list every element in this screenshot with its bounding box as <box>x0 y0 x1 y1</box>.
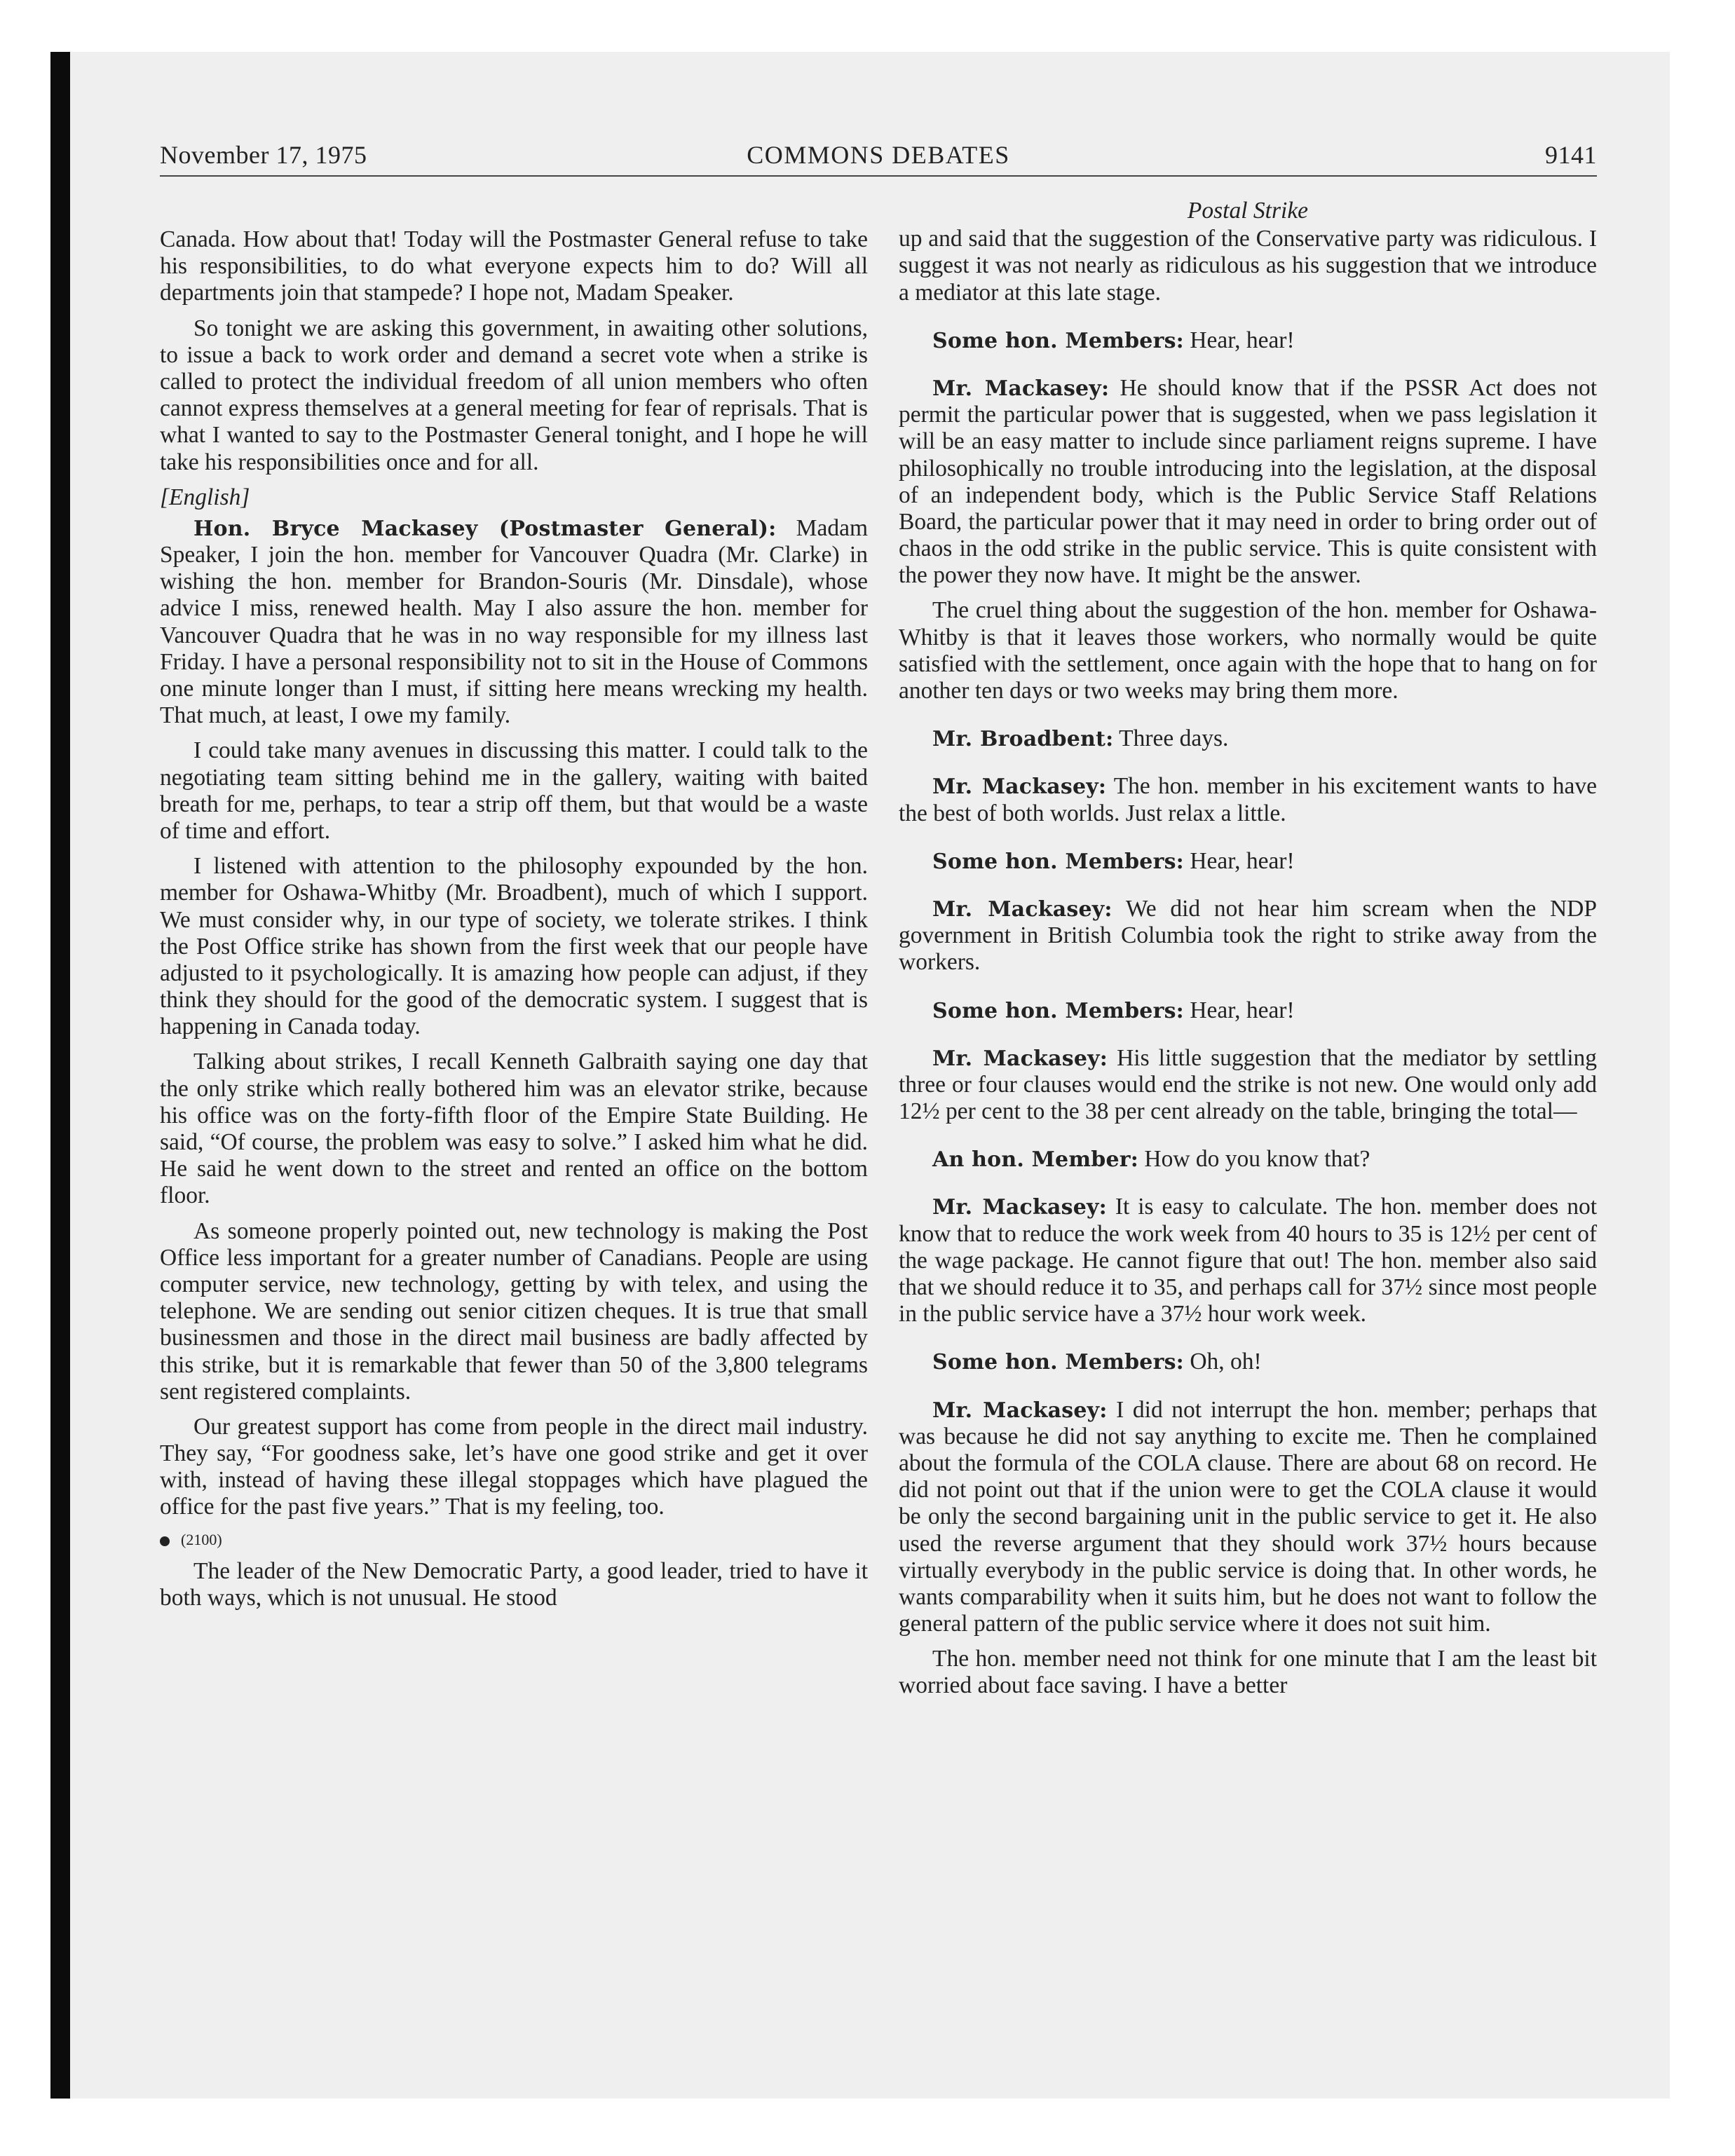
speech-text: It is easy to calculate. The hon. member does not know that to reduce the work week from 40 hours to 35 is 12½ per cent of the wage package. He cannot figure that out! The hon. member also said that we should reduce it to 35, and perhaps call for 37½ since most people in the public service have a 37½ hour work week. <box>899 1194 1597 1328</box>
paragraph: The leader of the New Democratic Party, a good leader, tried to have it both ways, which is not unusual. He stood <box>160 1557 868 1611</box>
speech <box>899 725 1597 752</box>
paragraph: The cruel thing about the suggestion of the hon. member for Oshawa-Whitby is that it leaves those workers, who normally would be quite satisfied with the settlement, once again with the hope that to hang on for another ten days or two weeks may bring them more. <box>899 597 1597 704</box>
speech-text: His little suggestion that the mediator by settling three or four clauses would end the strike is not new. One would only add 12½ per cent to the 38 per cent already on the table, bringing the total— <box>899 1044 1597 1125</box>
speech-text: Three days. <box>1119 725 1229 752</box>
speaker-name: An hon. Member: <box>932 1147 1139 1173</box>
paragraph: up and said that the suggestion of the Conservative party was ridiculous. I suggest it was not nearly as ridiculous as his suggestion that we introduce a mediator at this late stage. <box>899 226 1597 306</box>
language-tag: [English] <box>160 484 250 510</box>
speaker-name: Hon. Bryce Mackasey (Postmaster General): <box>193 516 777 541</box>
speech <box>899 1194 1597 1328</box>
speaker-name: Some hon. Members: <box>932 1350 1184 1375</box>
speech-text: The hon. member in his excitement wants to have the best of both worlds. Just relax a little. <box>899 773 1597 826</box>
speech-text: We did not hear him scream when the NDP government in British Columbia took the right to strike away from the workers. <box>899 895 1597 976</box>
speaker-name: Mr. Mackasey: <box>932 896 1113 922</box>
speaker-name: Mr. Mackasey: <box>932 1046 1108 1071</box>
speaker-name: Some hon. Members: <box>932 998 1184 1023</box>
speaker-name: Mr. Mackasey: <box>932 1195 1107 1220</box>
speech-text: Hear, hear! <box>1190 997 1295 1023</box>
speaker-name: Some hon. Members: <box>932 328 1184 353</box>
right-column <box>899 198 1597 1708</box>
time-marker-text: (2100) <box>181 1530 222 1548</box>
bullet-icon <box>160 1536 170 1546</box>
speech-text: Hear, hear! <box>1190 847 1295 874</box>
speech <box>899 773 1597 826</box>
speech <box>899 1349 1597 1375</box>
speech-text: Oh, oh! <box>1190 1349 1262 1375</box>
paragraph: I could take many avenues in discussing this matter. I could talk to the negotiating team sitting behind me in the gallery, waiting with baited breath for me, perhaps, to tear a strip off them, but that would be a waste of time and effort. <box>160 737 868 844</box>
speech-text: He should know that if the PSSR Act does not permit the particular power that is suggested, when we pass legislation it will be an easy matter to include since parliament reigns supreme. I have philosophically no trouble introducing into the legislation, at the disposal of an independent body, which is the Public Service Staff Relations Board, the particular power that it may need in order to bring order out of chaos in the odd strike in the public service. This is quite consistent with the power they now have. It might be the answer. <box>899 374 1597 589</box>
speaker-name: Mr. Mackasey: <box>932 775 1107 800</box>
paragraph: The hon. member need not think for one minute that I am the least bit worried about face saving. I have a better <box>899 1646 1597 1699</box>
paragraph: So tonight we are asking this government, in awaiting other solutions, to issue a back to work order and demand a secret vote when a strike is called to protect the individual freedom of all union members who often cannot express themselves at a general meeting for fear of reprisals. That is what I wanted to say to the Postmaster General tonight, and I hope he will take his responsibilities once and for all. <box>160 315 868 475</box>
speech <box>899 848 1597 875</box>
paragraph: Our greatest support has come from people in the direct mail industry. They say, “For goodness sake, let’s have one good strike and get it over with, instead of having these illegal stoppages which have plagued the office for the past five years.” That is my feeling, too. <box>160 1413 868 1520</box>
header-date: November 17, 1975 <box>160 141 367 169</box>
speech <box>899 1146 1597 1173</box>
paragraph: As someone properly pointed out, new technology is making the Post Office less important for a greater number of Canadians. People are using computer service, new technology, getting by with telex, and using the telephone. We are sending out senior citizen cheques. It is true that small businessmen and those in the direct mail business are badly affected by this strike, but it is remarkable that fewer than 50 of the 3,800 telegrams sent registered complaints. <box>160 1217 868 1405</box>
speaker-name: Mr. Mackasey: <box>932 1398 1108 1423</box>
time-marker <box>160 1531 868 1548</box>
running-header <box>160 140 1597 175</box>
paragraph: Canada. How about that! Today will the Postmaster General refuse to take his responsibilities, to do what everyone expects him to do? Will all departments join that stampede? I hope not, Madam Speaker. <box>160 226 868 306</box>
section-heading: Postal Strike <box>1187 198 1309 224</box>
header-title: COMMONS DEBATES <box>747 141 1010 169</box>
speech <box>899 375 1597 589</box>
speaker-name: Some hon. Members: <box>932 849 1184 874</box>
speech <box>899 1045 1597 1126</box>
page-number: 9141 <box>1545 141 1597 169</box>
speech <box>899 997 1597 1024</box>
header-rule <box>160 175 1597 177</box>
speech-text: How do you know that? <box>1144 1146 1370 1173</box>
speech <box>899 327 1597 354</box>
speech <box>160 515 868 730</box>
paragraph: I listened with attention to the philosophy expounded by the hon. member for Oshawa-Whitby (Mr. Broadbent), much of which I support. We must consider why, in our type of society, we tolerate strikes. I think the Post Office strike has shown from the first week that our people have adjusted to it psychologically. It is amazing how people can adjust, if they think they should for the good of the democratic system. I suggest that is happening in Canada today. <box>160 853 868 1040</box>
speech <box>899 896 1597 976</box>
paragraph: Talking about strikes, I recall Kenneth Galbraith saying one day that the only strike which really bothered him was an elevator strike, because his office was on the forty-fifth floor of the Empire State Building. He said, “Of course, the problem was easy to solve.” I asked him what he did. He said he went down to the street and rented an office on the bottom floor. <box>160 1049 868 1209</box>
speech-text: Madam Speaker, I join the hon. member for Vancouver Quadra (Mr. Clarke) in wishing the hon. member for Brandon-Souris (Mr. Dinsdale), whose advice I miss, renewed health. May I also assure the hon. member for Vancouver Quadra that he was in no way responsible for my illness last Friday. I have a personal responsibility not to sit in the House of Commons one minute longer than I must, if sitting here means wrecking my health. That much, at least, I owe my family. <box>160 514 869 729</box>
speech-text: I did not interrupt the hon. member; perhaps that was because he did not say anything to excite me. Then he complained about the formula of the COLA clause. There are about 68 on record. He did not point out that if the union were to get the COLA clause it would be only the second bargaining unit in the public service to get it. He also used the reverse argument that they should work 37½ hours because virtually everybody in the public service is doing that. In other words, he wants comparability when it suits him, but he does not want to follow the general pattern of the public service where it does not suit him. <box>899 1396 1598 1637</box>
binding-edge <box>50 52 70 2099</box>
left-column <box>160 226 868 1620</box>
speech-text: Hear, hear! <box>1190 327 1295 353</box>
speaker-name: Mr. Broadbent: <box>932 727 1114 752</box>
speaker-name: Mr. Mackasey: <box>932 376 1110 401</box>
speech <box>899 1397 1597 1638</box>
